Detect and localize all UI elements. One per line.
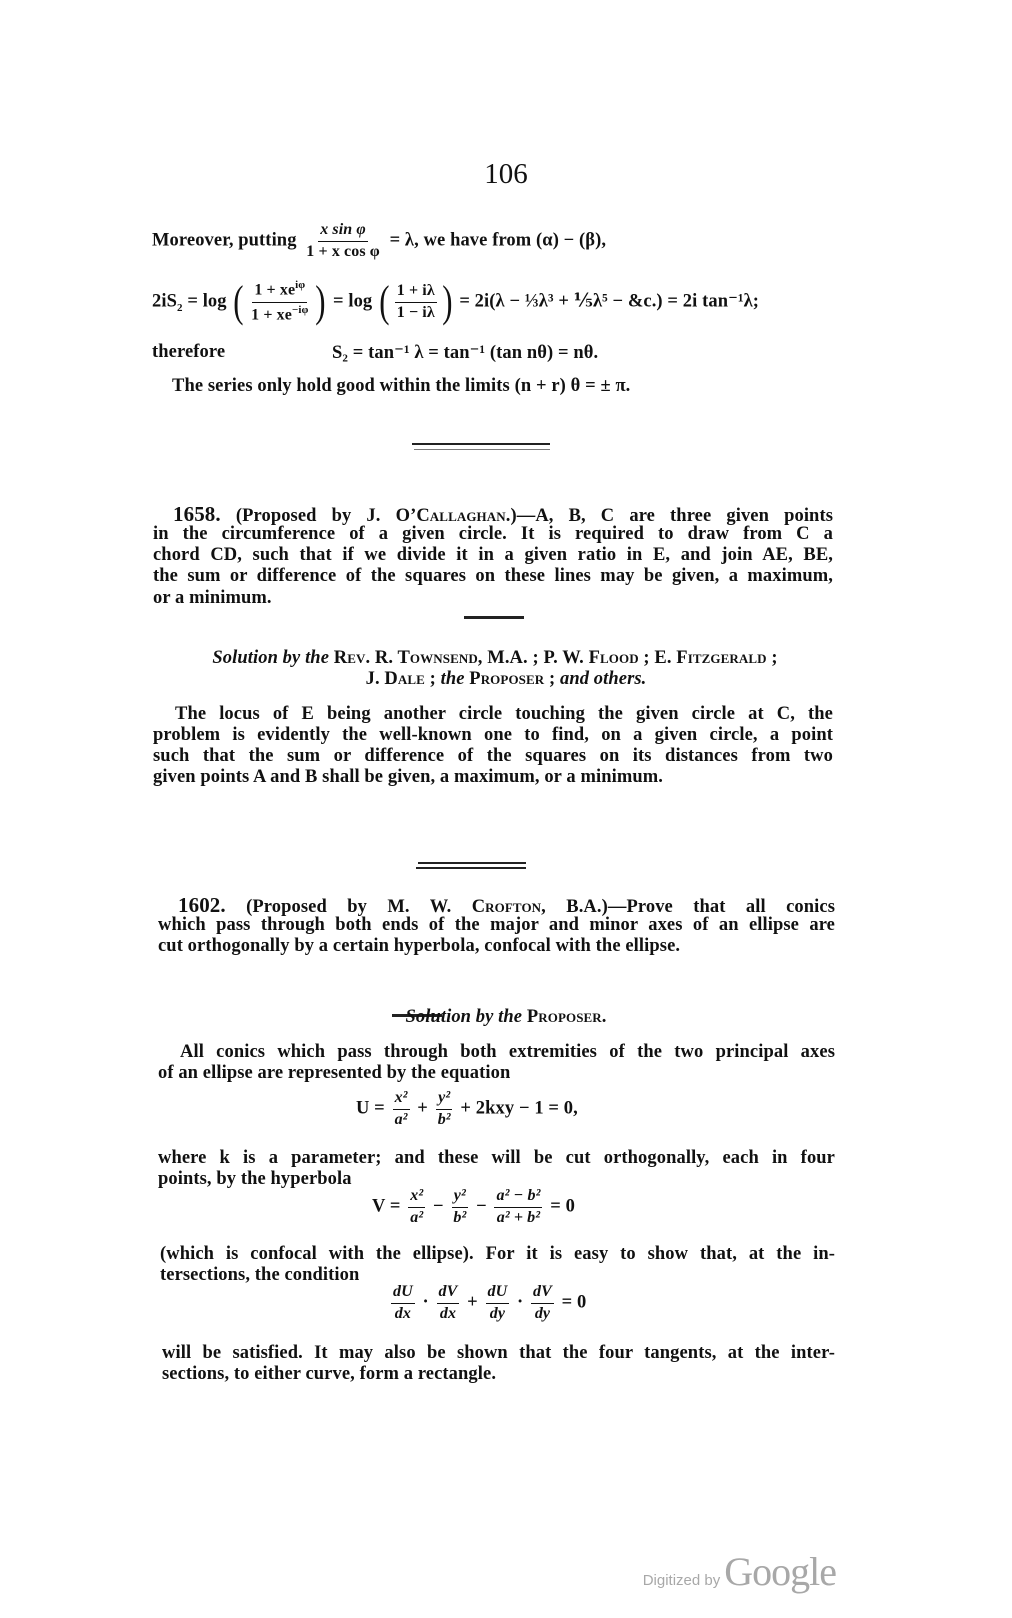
solution-1602-line: tersections, the condition xyxy=(160,1265,360,1285)
solvers-line-1: Rev. R. Townsend, M.A. ; P. W. Flood ; E. Fitzgerald ; xyxy=(333,648,778,668)
problem-1602-last-line: cut orthogonally by a certain hyperbola, confocal with the ellipse. xyxy=(158,936,681,956)
intro-text: Moreover, putting xyxy=(152,230,297,251)
eq-op: · xyxy=(422,1292,429,1313)
fraction-exp xyxy=(249,280,310,323)
eq-log-2: = log xyxy=(332,291,373,312)
solution-1658-line: such that the sum or difference of the squares on its distances from two xyxy=(153,746,833,766)
solution-1658-last: given points A and B shall be given, a maximum, or a minimum. xyxy=(153,767,663,787)
problem-1658-line: chord CD, such that if we divide it in a given ratio in E, and join AE, BE, xyxy=(153,545,833,565)
eq-op: − xyxy=(476,1196,487,1217)
google-logo: Google xyxy=(724,1549,836,1594)
fraction-lambda xyxy=(304,222,382,261)
frac-num: dV xyxy=(531,1284,554,1304)
solution-1602-line: All conics which pass through both extremities of the two principal axes xyxy=(180,1042,835,1062)
fraction xyxy=(437,1284,460,1323)
solution-1602-line: sections, to either curve, form a rectangle. xyxy=(162,1364,497,1384)
frac-den-sup: −iφ xyxy=(291,303,309,316)
digitized-by-text: Digitized by xyxy=(642,1572,721,1589)
solution-1602-line: where k is a parameter; and these will be cut orthogonally, each in four xyxy=(158,1148,835,1168)
frac-den: dy xyxy=(534,1304,551,1322)
proposer-name: Crofton xyxy=(471,897,542,917)
frac-num: 1 + iλ xyxy=(395,283,437,303)
equation-V xyxy=(372,1188,575,1227)
eq-lhs: V = xyxy=(372,1196,401,1217)
frac-den: a² xyxy=(410,1208,424,1226)
separator-rule xyxy=(416,867,526,869)
frac-num: y² xyxy=(436,1090,452,1110)
fraction xyxy=(436,1090,453,1129)
eq-lhs: 2iS xyxy=(152,291,177,312)
therefore-equation: S₂ = tan⁻¹ λ = tan⁻¹ (tan nθ) = nθ. xyxy=(332,343,599,363)
frac-den: 1 − iλ xyxy=(396,303,435,321)
proposer-pre: (Proposed by M. W. xyxy=(246,897,452,917)
eq-lhs-sub: 2 xyxy=(176,301,183,314)
solution-by-1658 xyxy=(155,648,835,669)
fraction xyxy=(393,1090,410,1129)
solution-1602-line: will be satisfied. It may also be shown that the four tangents, at the inter- xyxy=(162,1343,835,1363)
solver-proposer: Proposer ; xyxy=(469,669,556,689)
left-paren: ( xyxy=(233,277,244,326)
frac-den: b² xyxy=(453,1208,467,1226)
eq-rest: = 2i(λ − ⅓λ³ + ⅕λ⁵ − &c.) = 2i tan⁻¹λ; xyxy=(459,291,760,312)
eq-op: · xyxy=(517,1292,524,1313)
problem-number: 1602. xyxy=(178,893,226,917)
eq-lhs: U = xyxy=(356,1098,385,1119)
solution-1602-line: (which is confocal with the ellipse). For it is easy to show that, at the in- xyxy=(160,1244,835,1264)
frac-num: y² xyxy=(452,1188,468,1208)
frac-den: dy xyxy=(489,1304,506,1322)
intro-line-1 xyxy=(152,222,606,261)
frac-den: 1 + xe xyxy=(251,305,292,323)
frac-den: b² xyxy=(437,1110,451,1128)
frac-den: dx xyxy=(439,1304,457,1322)
solver-others: and others. xyxy=(559,669,647,689)
fraction xyxy=(391,1284,415,1323)
right-paren: ) xyxy=(315,277,327,326)
problem-1658-last-line: or a minimum. xyxy=(153,588,272,608)
fraction xyxy=(494,1188,542,1227)
proposer-pre: (Proposed by J. O’ xyxy=(235,506,417,526)
separator-rule xyxy=(418,862,526,864)
frac-num: x² xyxy=(408,1188,425,1208)
solver-dale: J. Dale ; xyxy=(365,669,436,689)
proposer-name: Callaghan xyxy=(416,506,506,526)
frac-den: a² xyxy=(394,1110,408,1128)
frac-num: 1 + xe xyxy=(254,281,296,299)
fraction xyxy=(531,1284,554,1323)
separator-rule xyxy=(412,443,550,445)
fraction-denominator: 1 + x cos φ xyxy=(306,242,380,260)
google-watermark xyxy=(643,1548,836,1595)
frac-num: x² xyxy=(393,1090,410,1110)
equation-U xyxy=(356,1090,578,1129)
proposer-post: , B.A.)—Prove that all conics xyxy=(541,897,835,917)
solution-by-proposer: Proposer. xyxy=(526,1007,607,1027)
solution-1658-line: problem is evidently the well-known one to find, on a given circle, a point xyxy=(153,725,833,745)
frac-num: a² − b² xyxy=(494,1188,542,1208)
fraction xyxy=(451,1188,468,1227)
fraction-lambda-ratio xyxy=(395,283,437,322)
eq-op: + xyxy=(467,1292,478,1313)
frac-num: dU xyxy=(393,1283,413,1300)
solution-1602-line: points, by the hyperbola xyxy=(158,1169,352,1189)
solver-the: the xyxy=(440,669,465,689)
solution-by-label: Solution by the xyxy=(212,648,330,668)
fraction xyxy=(486,1284,510,1323)
intro-text-post: = λ, we have from (α) − (β), xyxy=(389,230,607,251)
therefore-label: therefore xyxy=(152,342,226,362)
frac-num: dU xyxy=(486,1284,510,1304)
solution-by-label: Solution by the xyxy=(405,1007,523,1027)
solution-1602-line: of an ellipse are represented by the equation xyxy=(158,1063,511,1083)
left-paren: ( xyxy=(379,277,390,326)
solution-by-1658-line2 xyxy=(0,669,1012,690)
fraction-numerator: x sin φ xyxy=(318,222,368,242)
eq-rest: = 0 xyxy=(550,1196,575,1217)
eq-rest: + 2kxy − 1 = 0, xyxy=(460,1098,578,1119)
solution-1658-line: The locus of E being another circle touching the given circle at C, the xyxy=(175,704,833,724)
eq-log: = log xyxy=(187,291,227,312)
equation-2iS2 xyxy=(152,277,760,326)
equation-derivative xyxy=(388,1284,586,1323)
problem-1602-line: which pass through both ends of the major and minor axes of an ellipse are xyxy=(158,915,835,935)
frac-num: dV xyxy=(437,1284,460,1304)
problem-number: 1658. xyxy=(173,502,221,526)
proposer-post: .)—A, B, C are three given points xyxy=(505,506,834,526)
solution-by-1602 xyxy=(0,1007,1012,1028)
right-paren: ) xyxy=(442,277,453,326)
frac-den: dx xyxy=(394,1304,411,1322)
separator-rule xyxy=(414,449,550,450)
eq-op: − xyxy=(432,1196,444,1217)
problem-1658-line: the sum or difference of the squares on these lines may be given, a maximum, xyxy=(153,566,833,586)
frac-num-sup: iφ xyxy=(295,279,306,292)
eq-rest: = 0 xyxy=(561,1292,587,1313)
short-rule xyxy=(464,616,524,619)
fraction xyxy=(408,1188,425,1227)
page-number: 106 xyxy=(484,158,528,190)
limits-line: The series only hold good within the limits (n + r) θ = ± π. xyxy=(172,376,631,396)
eq-op: + xyxy=(417,1098,428,1119)
frac-den: a² + b² xyxy=(496,1208,541,1226)
problem-1658-line: in the circumference of a given circle. It is required to draw from C a xyxy=(153,524,833,544)
